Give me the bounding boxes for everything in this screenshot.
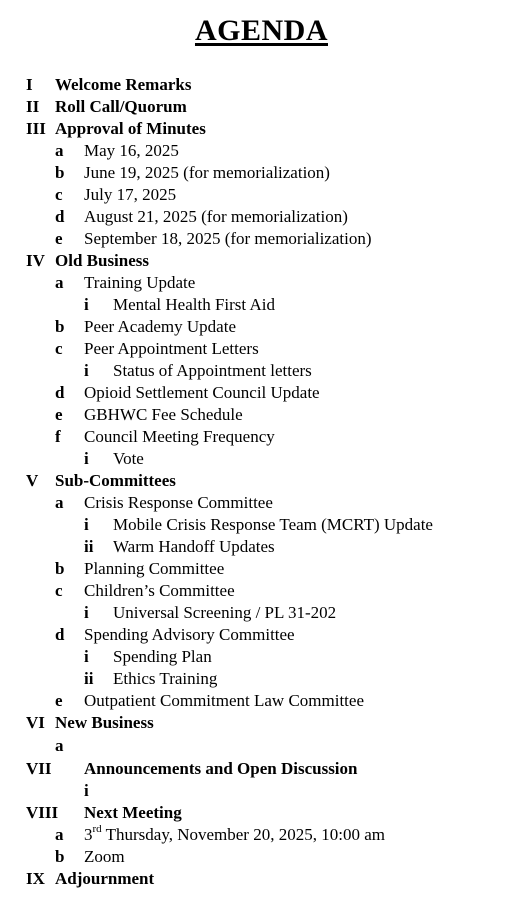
- item-text: Spending Advisory Committee: [84, 625, 295, 644]
- item-number: V: [26, 471, 39, 490]
- item-number: VI: [26, 713, 45, 732]
- item-text: Training Update: [84, 273, 196, 292]
- item-text: September 18, 2025 (for memorialization): [84, 229, 372, 248]
- item-number: b: [55, 559, 65, 578]
- item-number: a: [55, 493, 64, 512]
- item-number: e: [55, 691, 63, 710]
- item-number: I: [26, 75, 33, 94]
- item-text: Sub-Committees: [55, 471, 176, 490]
- item-number: i: [84, 449, 89, 468]
- item-number: VIII: [26, 803, 59, 822]
- item-number: b: [55, 847, 65, 866]
- item-text: Planning Committee: [84, 559, 225, 578]
- item-number: f: [55, 427, 61, 446]
- item-number: b: [55, 317, 65, 336]
- item-text: Opioid Settlement Council Update: [84, 383, 320, 402]
- item-number: e: [55, 405, 63, 424]
- item-text: Announcements and Open Discussion: [84, 759, 358, 778]
- item-text: Roll Call/Quorum: [55, 97, 187, 116]
- item-number: a: [55, 273, 64, 292]
- item-text: Vote: [113, 449, 144, 468]
- item-number: i: [84, 295, 89, 314]
- meeting-date: Thursday, November 20, 2025, 10:00 am: [101, 825, 385, 844]
- item-number: c: [55, 185, 63, 204]
- item-text: Crisis Response Committee: [84, 493, 273, 512]
- item-text: Mental Health First Aid: [113, 295, 275, 314]
- item-text: Approval of Minutes: [55, 119, 206, 138]
- item-text: July 17, 2025: [84, 185, 177, 204]
- item-number: i: [84, 647, 89, 666]
- item-number: c: [55, 339, 63, 358]
- item-text: Old Business: [55, 251, 150, 270]
- item-number: d: [55, 625, 65, 644]
- item-number: a: [55, 141, 64, 160]
- item-number: i: [84, 781, 89, 800]
- item-number: ii: [84, 537, 94, 556]
- item-number: e: [55, 229, 63, 248]
- item-number: i: [84, 515, 89, 534]
- item-text: May 16, 2025: [84, 141, 179, 160]
- item-text: Zoom: [84, 847, 125, 866]
- item-text: Children’s Committee: [84, 581, 235, 600]
- item-text: GBHWC Fee Schedule: [84, 405, 243, 424]
- item-text: August 21, 2025 (for memorialization): [84, 207, 348, 226]
- item-number: c: [55, 581, 63, 600]
- item-text: Outpatient Commitment Law Committee: [84, 691, 364, 710]
- ordinal-number: 3: [84, 825, 93, 844]
- item-number: III: [26, 119, 46, 138]
- item-number: d: [55, 383, 65, 402]
- item-number: b: [55, 163, 65, 182]
- ordinal-suffix: rd: [92, 823, 102, 836]
- item-text: Spending Plan: [113, 647, 212, 666]
- item-text: Next Meeting: [84, 803, 182, 822]
- item-number: i: [84, 603, 89, 622]
- agenda-title: AGENDA: [194, 14, 328, 47]
- item-text: Warm Handoff Updates: [113, 537, 275, 556]
- item-text: Ethics Training: [113, 669, 218, 688]
- item-number: VII: [26, 759, 52, 778]
- item-number: a: [55, 736, 64, 755]
- item-number: II: [26, 97, 40, 116]
- item-number: i: [84, 361, 89, 380]
- item-text: Mobile Crisis Response Team (MCRT) Update: [113, 515, 433, 534]
- item-number: IV: [26, 251, 45, 270]
- item-text: Peer Academy Update: [84, 317, 236, 336]
- item-text: Universal Screening / PL 31-202: [113, 603, 337, 622]
- item-text: Adjournment: [55, 869, 155, 888]
- item-text: New Business: [55, 713, 154, 732]
- item-number: d: [55, 207, 65, 226]
- item-number: a: [55, 825, 64, 844]
- item-text: Council Meeting Frequency: [84, 427, 275, 446]
- item-text: Peer Appointment Letters: [84, 339, 259, 358]
- item-text: [84, 824, 385, 846]
- item-text: Welcome Remarks: [55, 75, 192, 94]
- item-text: Status of Appointment letters: [113, 361, 312, 380]
- item-text: June 19, 2025 (for memorialization): [84, 163, 330, 182]
- item-number: IX: [26, 869, 45, 888]
- item-number: ii: [84, 669, 94, 688]
